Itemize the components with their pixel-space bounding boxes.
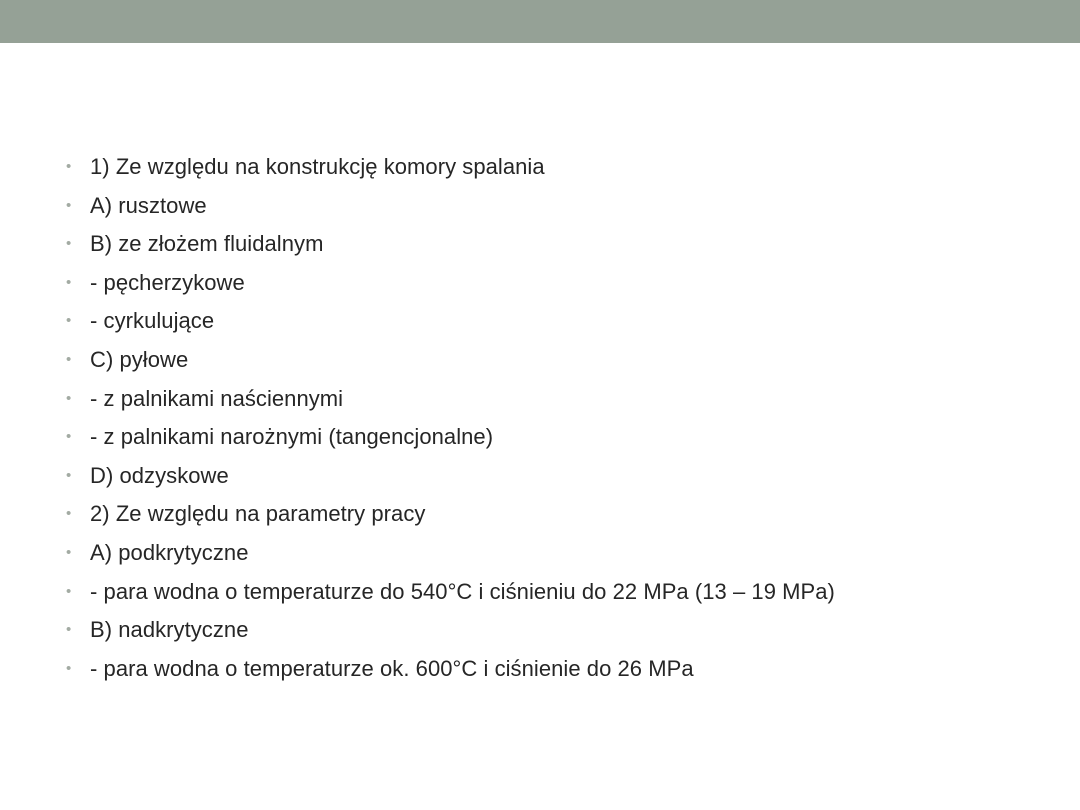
list-item-text: C) pyłowe <box>90 346 189 372</box>
bullet-dot-icon: • <box>66 389 72 407</box>
list-item-text: 2) Ze względu na parametry pracy <box>90 501 426 527</box>
list-item <box>64 495 1054 534</box>
bullet-dot-icon: • <box>66 466 72 484</box>
list-item-text: - pęcherzykowe <box>90 269 245 295</box>
bullet-dot-icon: • <box>66 621 72 639</box>
list-item-text: 1) Ze względu na konstrukcję komory spalania <box>90 154 545 179</box>
bullet-dot-icon: • <box>66 196 72 214</box>
list-item-text: D) odzyskowe <box>90 462 229 488</box>
list-item-text: A) podkrytyczne <box>90 539 249 565</box>
list-item-text: - para wodna o temperaturze ok. 600°C i ciśnienie do 26 MPa <box>90 655 694 681</box>
bullet-dot-icon: • <box>66 659 72 677</box>
list-item <box>64 225 1054 264</box>
bullet-dot-icon: • <box>66 582 72 600</box>
bullet-list <box>64 148 1054 688</box>
list-item <box>64 457 1054 496</box>
list-item <box>64 380 1054 419</box>
bullet-dot-icon: • <box>66 428 72 446</box>
bullet-dot-icon: • <box>66 350 72 368</box>
bullet-dot-icon: • <box>66 158 72 175</box>
list-item <box>64 187 1054 226</box>
list-item <box>64 148 1054 187</box>
bullet-dot-icon: • <box>66 235 72 253</box>
list-item-text: - z palnikami naściennymi <box>90 385 344 411</box>
slide-content <box>64 148 1054 688</box>
list-item-text: - z palnikami narożnymi (tangencjonalne) <box>90 424 494 450</box>
bullet-dot-icon: • <box>66 312 72 330</box>
list-item-text: - para wodna o temperaturze do 540°C i ciśnieniu do 22 MPa (13 – 19 MPa) <box>90 578 835 604</box>
list-item <box>64 302 1054 341</box>
list-item <box>64 418 1054 457</box>
header-bar <box>0 0 1080 43</box>
list-item-text: B) nadkrytyczne <box>90 617 249 643</box>
list-item-text: A) rusztowe <box>90 192 207 218</box>
bullet-dot-icon: • <box>66 543 72 561</box>
list-item-text: - cyrkulujące <box>90 308 215 334</box>
list-item <box>64 264 1054 303</box>
list-item <box>64 341 1054 380</box>
list-item-text: B) ze złożem fluidalnym <box>90 231 324 257</box>
list-item <box>64 611 1054 650</box>
bullet-dot-icon: • <box>66 505 72 523</box>
bullet-dot-icon: • <box>66 273 72 291</box>
list-item <box>64 573 1054 612</box>
list-item <box>64 650 1054 689</box>
list-item <box>64 534 1054 573</box>
